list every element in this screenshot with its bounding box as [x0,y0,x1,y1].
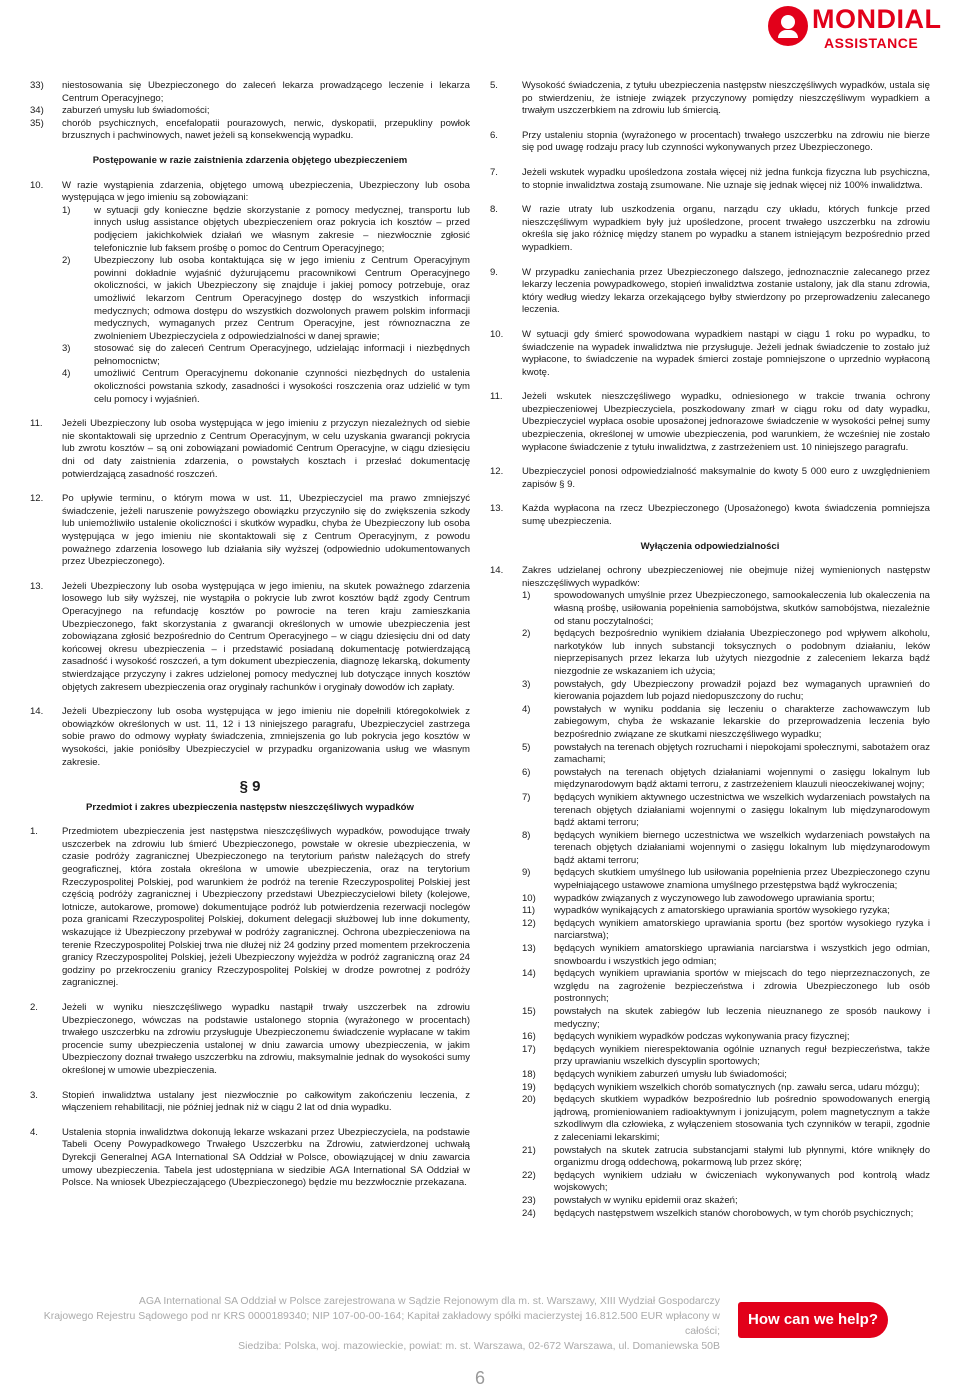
list-subitem [30,118,470,143]
item-number: 4) [522,703,531,715]
item-text: będących wynikiem wszelkich chorób somatycznych (np. zawału serca, udaru mózgu); [554,1081,920,1093]
item-text: Ubezpieczyciel ponosi odpowiedzialność maksymalnie do kwoty 5 000 euro z uwzględnieniem zapisów § 9. [522,466,930,490]
item-number: 10) [522,892,536,904]
item-number: 1) [62,204,71,216]
item-text: powstałych na skutek zabiegów lub leczenia nieuznanego ze sposób naukowy i medyczny; [554,1006,930,1030]
item-text: będących skutkiem umyślnego lub usiłowania popełnienia przez Ubezpieczonego czynu wypełniającego ustawowe znamiona umyślnego przestępstwa bądź wykroczenia; [554,867,930,892]
item-number: 12. [30,493,44,505]
list-subitem [522,943,930,968]
item-number: 6) [522,766,531,778]
list-subitem [522,1208,930,1221]
item-number: 3. [30,1089,38,1101]
list-item [490,204,930,254]
item-number: 13) [522,943,536,955]
list-subitem [522,1069,930,1082]
right-column [490,80,930,1232]
item-number: 11. [30,418,43,430]
item-text: będących wynikiem aktywnego uczestnictwa we wszelkich wydarzeniach powstałych na terenach objętych działaniami wojennymi o zasięgu lokalnym lub międzynarodowym bądź aktami terroru; [554,791,930,829]
item-text: Ubezpieczony lub osoba kontaktująca się w jego imieniu z Centrum Operacyjnym powinni dokładnie wyjaśnić dyżurującemu pracownikowi Centrum Operacyjnego okoliczności, w jakich Ubezpieczony się znajduje i jakiej pomocy potrzebuje, oraz umożliwić lekarzom Centrum Operacyjnego dostęp do wszystkich informacji medycznych; odmowa dostępu do wszystkich dozwolonych prawem polskim informacji medycznych, wymaganych przez Centrum Operacyjne, jest równoznaczna ze zwolnieniem Ubezpieczyciela z odpowiedzialności w danej sprawie; [94,255,470,342]
item-number: 14) [522,968,536,980]
item-text: powstałych, gdy Ubezpieczony prowadził pojazd bez wymaganych uprawnień do kierowania pojazdem lub pojazd niedopuszczony do ruchu; [554,678,930,703]
item-number: 21) [522,1144,536,1156]
item-text: Każda wypłacona na rzecz Ubezpieczonego (Uposażonego) kwota świadczenia pomniejsza sumę ubezpieczenia. [522,503,930,528]
item-text: zaburzeń umysłu lub świadomości; [62,105,210,117]
list-item [30,581,470,694]
item-number: 7. [490,166,498,178]
item-number: 6. [490,129,498,141]
list-subitem [522,918,930,943]
item-number: 10. [490,328,504,340]
list-subitem [522,628,930,678]
section-title: Przedmiot i zakres ubezpieczenia następstw nieszczęśliwych wypadków [86,801,414,813]
item-number: 11) [522,905,536,917]
list-item [490,466,930,491]
item-number: 4) [62,368,71,380]
list-subitem [62,255,470,343]
item-number: 4. [30,1126,38,1138]
footer-line: Siedziba: Polska, woj. mazowieckie, powiat: m. st. Warszawa, 02-672 Warszawa, ul. Domaniewska 50B [238,1340,720,1352]
clause-14-intro: 14. Zakres udzielanej ochrony ubezpieczeniowej nie obejmuje niżej wymienionych następstw nieszczęśliwych wypadków: [490,565,930,589]
page-number: 6 [474,1368,485,1388]
item-text: będących wynikiem zaburzeń umysłu lub świadomości; [554,1068,787,1080]
list-subitem [522,830,930,868]
clauses-11-14 [30,418,470,769]
item-number: 14. [30,706,44,718]
list-item [30,826,470,990]
list-subitem [522,1170,930,1195]
list-item [490,267,930,317]
list-item [30,1090,470,1115]
item-text: będących wynikiem wypadków podczas wykonywania pracy fizycznej; [554,1031,850,1043]
list-item [490,329,930,379]
item-text: będących wynikiem udziału w ćwiczeniach wykonywanych pod kontrolą władz wojskowych; [554,1169,930,1194]
item-number: 22) [522,1169,536,1181]
item-number: 11. [490,391,503,403]
list-subitem [522,968,930,1006]
list-subitem [522,1195,930,1208]
mondial-assistance-logo [768,4,958,54]
item-text: wypadków wynikających z amatorskiego uprawiania sportów wysokiego ryzyka; [554,905,890,917]
item-number: 2. [30,1002,38,1013]
item-text: Jeżeli wskutek wypadku upośledzona została więcej niż jedna funkcja fizyczna lub psychiczna, to stopnie inwalidztwa zostają zsumowane. Nie uznaje się jednak więcej niż 100% inwalidztwa. [522,166,930,191]
section-heading-exclusions: Wyłączenia odpowiedzialności [640,540,780,552]
item-text: Jeżeli w wyniku nieszczęśliwego wypadku nastąpił trwały uszczerbek na zdrowiu Ubezpieczonego, wówczas na podstawie ustalonego stopnia (wyrażonego w procentach) trwałego uszczerbku na zdrowiu przysługuje Ubezpieczonemu świadczenie wypłacane w takim procencie sumy ubezpieczenia ustalonej w dniu zawarcia umowy ubezpieczenia, w jakim Ubezpieczony doznał trwałego uszczerbku na zdrowiu, maksymalnie jednak do wysokości sumy określonej w umowie ubezpieczenia. [62,1002,470,1076]
item-text: Jeżeli wskutek nieszczęśliwego wypadku, odniesionego w trakcie trwania ochrony ubezpieczeniowej Ubezpieczyciela, poszkodowany zmarł w ciągu roku od daty wypadku, Ubezpieczyciel wypłaca osobie uposażonej jednorazowe świadczenie w wysokości pełnej sumy ubezpieczenia, określonej w umowie ubezpieczenia, pod warunkiem, że wcześniej nie zostało wypłacone świadczenie z tytułu inwalidztwa, z zastrzeżeniem ust. 10 niniejszego paragrafu. [522,391,930,453]
item-text: Jeżeli Ubezpieczony lub osoba występująca w jego imieniu nie dopełnili któregokolwiek z obowiązków określonych w ust. 11, 12 i 13 niniejszego paragrafu, Ubezpieczyciel zastrzega sobie prawo do odmowy wypłaty świadczenia, zmniejszenia go lub pokrycia jego kosztów w wysokości, jakie poniósłby Ubezpieczyciel w przypadku organizowania usług we własnym zakresie. [62,706,470,768]
item-number: 7) [522,791,531,803]
footer-line: AGA International SA Oddział w Polsce zarejestrowana w Sądzie Rejonowym dla m. st. Warszawy, XIII Wydział Gospodarczy [138,1295,720,1307]
list-item [30,493,470,569]
item-text: spowodowanych umyślnie przez Ubezpieczonego, samookaleczenia lub okaleczenia na własną prośbę, usiłowania popełnienia samobójstwa, skutków samobójstwa, niezależnie od stanu poczytalności; [554,590,930,627]
item-text: powstałych na terenach objętych rozruchami i niepokojami społecznymi, sabotażem oraz zamachami; [554,741,930,766]
item-text: będących wynikiem amatorskiego uprawiania sportu (bez sportów wysokiego ryzyka i narciarstwa); [554,917,930,942]
item-number: 8) [522,829,531,841]
list-subitem [30,80,470,105]
item-text: Przedmiotem ubezpieczenia jest następstwa nieszczęśliwych wypadków, powodujące trwały uszczerbek na zdrowiu lub śmierć Ubezpieczonego, powstałe w okresie ubezpieczenia, w czasie podróży zagranicznej Ubezpieczonego na terytorium państw należących do strefy geograficznej, która została określona w umowie ubezpieczenia, oraz na terytorium Rzeczypospolitej Polskiej, pod warunkiem że podróż na terenie Rzeczypospolitej Polskiej jest częścią podróży zagranicznej i Ubezpieczony przedstawi Ubezpieczycielowi bilety (kolejowe, lotnicze, autokarowe, promowe) dokumentujące podróż lub potwierdzenia rezerwacji noclegów poza granicami Rzeczypospolitej Polskiej, dokument delegacji służbowej lub inne dokumenty, wskazujące iż Ubezpieczony przebywał w podróży zagranicznej. Ochrona ubezpieczeniowa na terenie Rzeczypospolitej Polskiej trwa nie dłużej niż 24 godziny przed momentem przekroczenia granicy Rzeczypospolitej Polskiej, jeżeli Ubezpieczony wyjeżdża w podróż zagraniczną oraz 24 godziny po przekroczeniu granicy Rzeczypospolitej Polskiej w drodze powrotnej z podróży zagranicznej. [62,826,470,989]
mondial-person-icon [768,6,808,46]
list-subitem [522,1145,930,1170]
item-number: 12) [522,917,536,929]
list-subitem [522,1082,930,1095]
item-text: będących wynikiem uprawiania sportów w miejscach do tego nieprzeznaczonych, ze względu na zagrożenie bezpieczeństwa i zdrowia Ubezpieczonego lub osób postronnych; [554,968,930,1005]
list-item [490,391,930,454]
list-subitem [62,368,470,406]
clause-10 [30,180,470,407]
list-subitem [522,1006,930,1031]
item-text: Wysokość świadczenia, z tytułu ubezpieczenia następstw nieszczęśliwych wypadków, ustala się po stwierdzeniu, że istnieje związek przyczynowy pomiędzy nieszczęśliwym wypadkiem a trwałym uszczerbkiem na zdrowiu lub śmiercią. [522,80,930,117]
item-number: 1. [30,826,38,838]
item-text: Jeżeli Ubezpieczony lub osoba występująca w jego imieniu, na skutek poważnego zdarzenia losowego lub siły wyższej, nie wystąpiła o pokrycie lub zwrot kosztów bądź zgody Centrum Operacyjnego na refundację kosztów po powrocie na teren kraju zamieszkania Ubezpieczonego, fakt skorzystania z gwarancji określonych w umowie ubezpieczenia jest zobowiązana zgłosić bezpośrednio do Centrum Operacyjnego – w ciągu dziesięciu dni od daty końcowej okresu ubezpieczenia – i przedstawić posiadaną dokumentację potwierdzającą zasadność i wysokość roszczeń, a tym dokument ubezpieczenia, diagnozę lekarską, dokumenty stwierdzające przyczyny i zakres udzielonej pomocy medycznej lub dotyczące innych kosztów objętych zakresem ubezpieczenia oraz oryginały rachunków i oryginały dowodów ich zapłaty. [62,580,470,693]
item-text: będących bezpośrednio wynikiem działania Ubezpieczonego pod wpływem alkoholu, narkotyków lub innych substancji toksycznych o podobnym działaniu, leków nieprzepisanych przez lekarza lub użytych niezgodnie z zaleceniem lekarza bądź niezgodnie ze wskazaniem ich użycia; [554,628,930,677]
item-number: 5. [490,80,498,91]
item-text: Jeżeli Ubezpieczony lub osoba występująca w jego imieniu z przyczyn niezależnych od siebie nie skontaktowali się uprzednio z Centrum Operacyjnym, w celu uzyskania gwarancji pokrycia lub zwrotu kosztów – są oni zobowiązani powiadomić Centrum Operacyjne, w ciągu dziesięciu dni od daty zaistnienia zdarzenia, o powstałych kosztach i przesłać dokumentację potwierdzającą zasadność roszczeń. [62,418,470,480]
item-number: 20) [522,1094,536,1106]
item-number: 34) [30,105,44,117]
section-symbol: § 9 [239,778,261,796]
item-number: 23) [522,1194,536,1206]
item-number: 2) [522,628,531,640]
list-item [30,1002,470,1078]
item-text: wypadków związanych z wyczynowego lub zawodowego uprawiania sportu; [554,892,875,904]
item-text: niestosowania się Ubezpieczonego do zaleceń lekarza prowadzącego leczenie i lekarza Centrum Operacyjnego; [62,80,470,104]
item-number: 3) [522,678,531,690]
item-text: Stopień inwalidztwa ustalany jest niezwłocznie po całkowitym zakończeniu leczenia, z włączeniem rehabilitacji, nie później jednak niż w ciągu 2 lat od dnia wypadku. [62,1089,470,1114]
item-text: stosować się do zaleceń Centrum Operacyjnego, udzielając informacji i niezbędnych pełnomocnictw; [94,343,470,367]
item-text: powstałych w wyniku poddania się leczeniu o charakterze zachowawczym lub zabiegowym, chyba że wskazanie lekarskie do przeprowadzenia leczenia było bezpośrednio związane ze skutkami nieszczęśliwego wypadku; [554,703,930,740]
list-subitem [62,205,470,255]
clauses-1-4 [30,826,470,1189]
left-pre-list [30,80,470,143]
clauses-5-13 [490,80,930,529]
item-number: 8. [490,204,498,216]
logo-wordmark: MONDIAL [812,4,942,34]
list-item [30,1127,470,1190]
list-item [30,706,470,769]
item-number: 15) [522,1006,536,1017]
list-subitem [522,1094,930,1144]
left-column [30,80,470,1202]
list-subitem [522,590,930,628]
legal-footer [40,1294,720,1354]
item-text: W razie utraty lub uszkodzenia organu, narządu czy układu, których funkcje przed nieszczęśliwym wypadkiem były już upośledzone, procent trwałego uszczerbku na zdrowiu określa się jako różnicę między stanem po wypadku a stanem istniejącym bezpośrednio przed wypadkiem. [522,204,930,253]
item-number: 18) [522,1068,536,1080]
section-heading-procedure: Postępowanie w razie zaistnienia zdarzenia objętego ubezpieczeniem [92,154,408,166]
list-subitem [522,1031,930,1044]
item-text: będących wynikiem amatorskiego uprawiania narciarstwa i wszystkich jego odmian, snowboardu i wszystkich jego odmian; [554,943,930,967]
clause-14-sublist [490,590,930,1220]
item-number: 33) [30,80,44,91]
list-subitem [30,105,470,118]
item-text: Ustalenia stopnia inwalidztwa dokonują lekarze wskazani przez Ubezpieczyciela, na podstawie Tabeli Oceny Powypadkowego Trwałego Uszczerbku na Zdrowiu, zatwierdzonej uchwałą Dyrekcji Generalnej AGA International SA Oddział w Polsce, obowiązującej w dniu zawarcia umowy ubezpieczenia. Tabela jest udostępniana w siedzibie AGA International SA Oddział w Polsce. Na wniosek Ubezpieczającego (Ubezpieczonego) będzie mu bezzwłocznie przekazana. [62,1126,470,1189]
item-text: Przy ustaleniu stopnia (wyrażonego w procentach) trwałego uszczerbku na zdrowiu nie bierze się pod uwagę rodzaju pracy lub czynności wykonywanych przez Ubezpieczonego. [522,129,930,154]
how-can-we-help-button[interactable]: How can we help? [738,1302,888,1338]
item-text: powstałych na skutek zatrucia substancjami stałymi lub płynnymi, które wniknęły do organizmu drogą oddechową, pokarmową lub przez skórę; [554,1144,930,1169]
list-item [490,167,930,192]
item-text: powstałych na terenach objętych działaniami wojennymi o zasięgu lokalnym lub międzynarodowym bądź aktami terroru, z zastrzeżeniem klauzuli nieoczekiwanej wojny; [554,766,930,791]
logo-subtitle: ASSISTANCE [824,35,919,51]
item-number: 35) [30,117,44,129]
list-item [30,418,470,481]
list-subitem [522,679,930,704]
item-text: powstałych w wyniku epidemii oraz skażeń; [554,1194,738,1206]
list-item [490,503,930,528]
item-text: W przypadku zaniechania przez Ubezpieczonego dalszego, jednoznacznie zalecanego przez lekarzy leczenia powypadkowego, stopień inwalidztwa zostanie ustalony, jak dla stanu zdrowia, który według wiedzy lekarza orzekającego byłby stwierdzony po przeprowadzeniu zalecanego leczenia. [522,266,930,316]
list-subitem [62,343,470,368]
item-text: chorób psychicznych, encefalopatii pourazowych, nerwic, dyskopatii, przepukliny powłok brzusznych i pachwinowych, nawet jeżeli są konsekwencją wypadku. [62,117,470,142]
clause-10-intro: 10. W razie wystąpienia zdarzenia, objętego umową ubezpieczenia, Ubezpieczony lub osoba występująca w jego imieniu są zobowiązani: [30,179,470,204]
item-number: 9) [522,867,531,879]
item-text: będących skutkiem wypadków bezpośrednio lub pośrednio spowodowanych energią jądrową, promieniowaniem radioaktywnym i jonizującym, polem magnetycznym a także szkodliwym dla człowieka, z wyłączeniem stosowania tych czynników w terapii, zgodnie z zaleceniami lekarskimi; [554,1094,930,1143]
list-subitem [522,704,930,742]
item-number: 1) [522,590,531,602]
item-text: będących wynikiem nierespektowania ogólnie uznanych reguł bezpieczeństwa, także przy uprawianiu wszelkich dyscyplin sportowych; [554,1043,930,1068]
item-number: 24) [522,1207,536,1219]
footer-line: Krajowego Rejestru Sądowego pod nr KRS 0000189340; NIP 107-00-00-164; Kapitał zakładowy spółki macierzystej 16.812.500 EUR wpłacony w całości; [43,1310,720,1337]
item-text: W sytuacji gdy śmierć spowodowana wypadkiem nastąpi w ciągu 1 roku po wypadku, to świadczenie na wypadek inwalidztwa nie przysługuje. Jeżeli jednak świadczenie to zostało już wypłacone, to świadczenie na wypadek śmierci zostaje pomniejszone o uprzednio wypłaconą kwotę. [522,328,930,378]
item-number: 5) [522,741,531,753]
list-subitem [522,867,930,892]
list-subitem [522,893,930,906]
item-text: umożliwić Centrum Operacyjnemu dokonanie czynności niezbędnych do ustalenia okoliczności powstania szkody, zasadności i wysokości roszczenia oraz udzielić w tym celu pomocy i wyjaśnień. [94,368,470,405]
list-subitem [522,1044,930,1069]
list-item [490,80,930,118]
item-number: 12. [490,466,504,478]
item-number: 2) [62,255,71,267]
item-text: będących wynikiem biernego uczestnictwa we wszelkich wydarzeniach powstałych na terenach objętych działaniami wojennymi o zasięgu lokalnym lub międzynarodowym bądź aktami terroru; [554,829,930,866]
item-number: 13. [490,503,504,515]
list-subitem [522,792,930,830]
item-text: w sytuacji gdy konieczne będzie skorzystanie z pomocy medycznej, transportu lub innych usług assistance objętych ubezpieczeniem oraz pokrycia ich kosztów – przed podjęciem jakichkolwiek działań we własnym zakresie – niezwłocznie zgłosić telefonicznie lub faksem prośbę o pomoc do Centrum Operacyjnego; [94,204,470,254]
item-number: 9. [490,266,498,278]
list-subitem [522,905,930,918]
clause-14 [490,565,930,1220]
item-number: 3) [62,343,71,355]
item-number: 17) [522,1043,536,1055]
clause-10-sublist [30,205,470,407]
item-text: będących następstwem wszelkich stanów chorobowych, w tym chorób psychicznych; [554,1207,914,1219]
item-number: 16) [522,1031,536,1043]
list-subitem [522,742,930,767]
list-subitem [522,767,930,792]
item-text: Po upływie terminu, o którym mowa w ust. 11, Ubezpieczyciel ma prawo zmniejszyć świadczenie, jeżeli naruszenie powyższego obowiązku przyczyniło się do zwiększenia szkody lub uniemożliwiło ustalenie okoliczności i skutków wypadku, chyba że Ubezpieczony lub osoba występująca w jego imieniu nie skontaktowali się z Centrum Operacyjnym, z powodu poważnego zdarzenia losowego lub działania siły wyższej (odpowiednio udokumentowanych przez Ubezpieczonego). [62,493,470,568]
list-item [490,130,930,155]
item-number: 19) [522,1081,536,1093]
item-number: 13. [30,580,44,592]
